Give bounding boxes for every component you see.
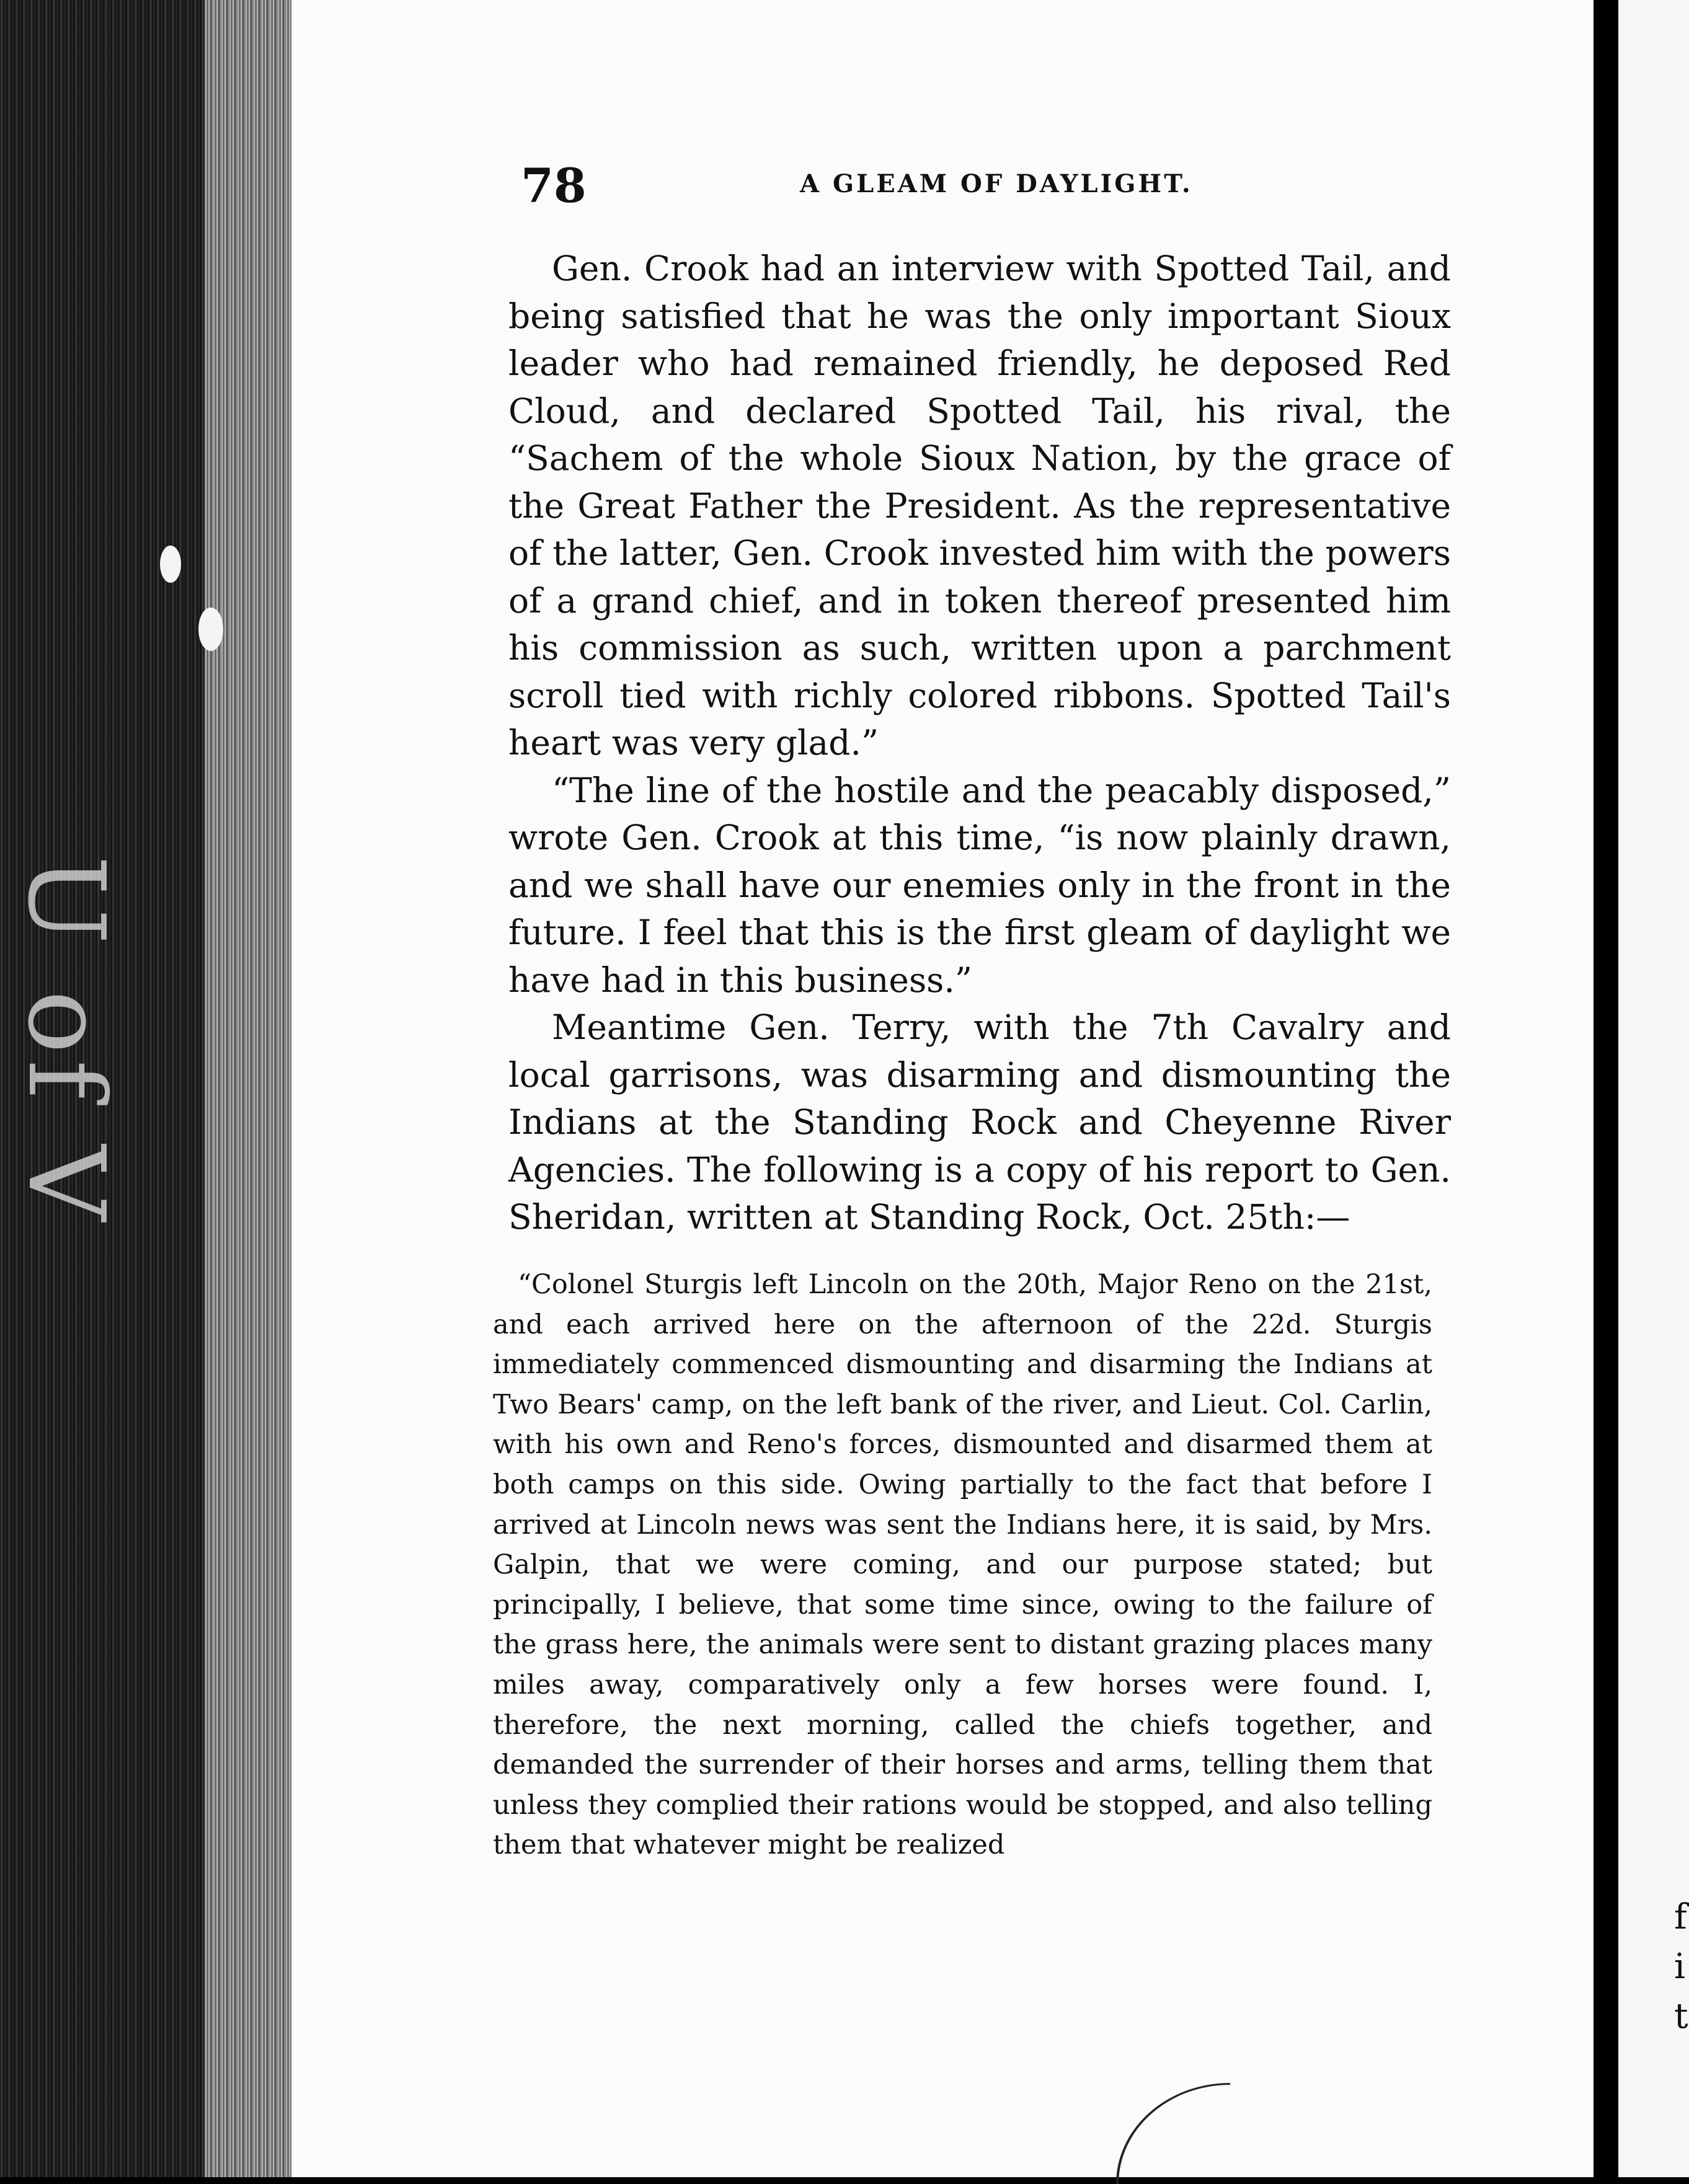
paragraph: Gen. Crook had an interview with Spotted Tail, and being satisfied that he was the only important Sioux leader who had remained friendly, he deposed Red Cloud, and declared Spotted Tail, his rival, the “Sachem of the whole Sioux Nation, by the grace of the Great Father the President. As the representative of the latter, Gen. Crook invested him with the powers of a grand chief, and in token thereof presented him his commission as such, written upon a parchment scroll tied with richly colored ribbons. Spotted Tail's heart was very glad.” xyxy=(508,249,1451,763)
page-edges xyxy=(205,0,298,2177)
facing-page xyxy=(1618,0,1689,2177)
spine-mark xyxy=(160,546,181,583)
facing-page-fragment: t xyxy=(1674,1996,1688,2036)
spine-mark xyxy=(198,608,223,651)
paragraph: “The line of the hostile and the peacably disposed,” wrote Gen. Crook at this time, “is now plainly drawn, and we shall have our enemies only in the front in the future. I feel that this is the first gleam of daylight we have had in this business.” xyxy=(508,770,1451,1000)
facing-page-fragment: f xyxy=(1674,1897,1687,1937)
facing-page-fragment: i xyxy=(1674,1947,1685,1987)
quoted-report xyxy=(493,1265,1432,1865)
extract-paragraph: “Colonel Sturgis left Lincoln on the 20th, Major Reno on the 21st, and each arrived here on the afternoon of the 22d. Sturgis immediately commenced dismounting and disarming the Indians at Two Bears' camp, on the left bank of the river, and Lieut. Col. Carlin, with his own and Reno's forces, dismounted and disarmed them at both camps on this side. Owing partially to the fact that before I arrived at Lincoln news was sent the Indians here, it is said, by Mrs. Galpin, that we were coming, and our purpose stated; but principally, I believe, that some time since, owing to the failure of the grass here, the animals were sent to distant grazing places many miles away, comparatively only a few horses were found. I, therefore, the next morning, called the chiefs together, and demanded the surrender of their horses and arms, telling them that unless they complied their rations would be stopped, and also telling them that whatever might be realized xyxy=(493,1269,1432,1861)
paragraph: Meantime Gen. Terry, with the 7th Cavalry and local garrisons, was disarming and dismounting the Indians at the Standing Rock and Cheyenne River Agencies. The following is a copy of his report to Gen. Sheridan, written at Standing Rock, Oct. 25th:— xyxy=(508,1007,1451,1237)
page-header xyxy=(521,158,1463,213)
body-text xyxy=(508,245,1451,1241)
running-head: A GLEAM OF DAYLIGHT. xyxy=(800,169,1193,198)
page-number: 78 xyxy=(521,158,587,213)
binding-gutter xyxy=(1594,0,1618,2177)
spine-stamp: U of V xyxy=(4,855,127,1227)
